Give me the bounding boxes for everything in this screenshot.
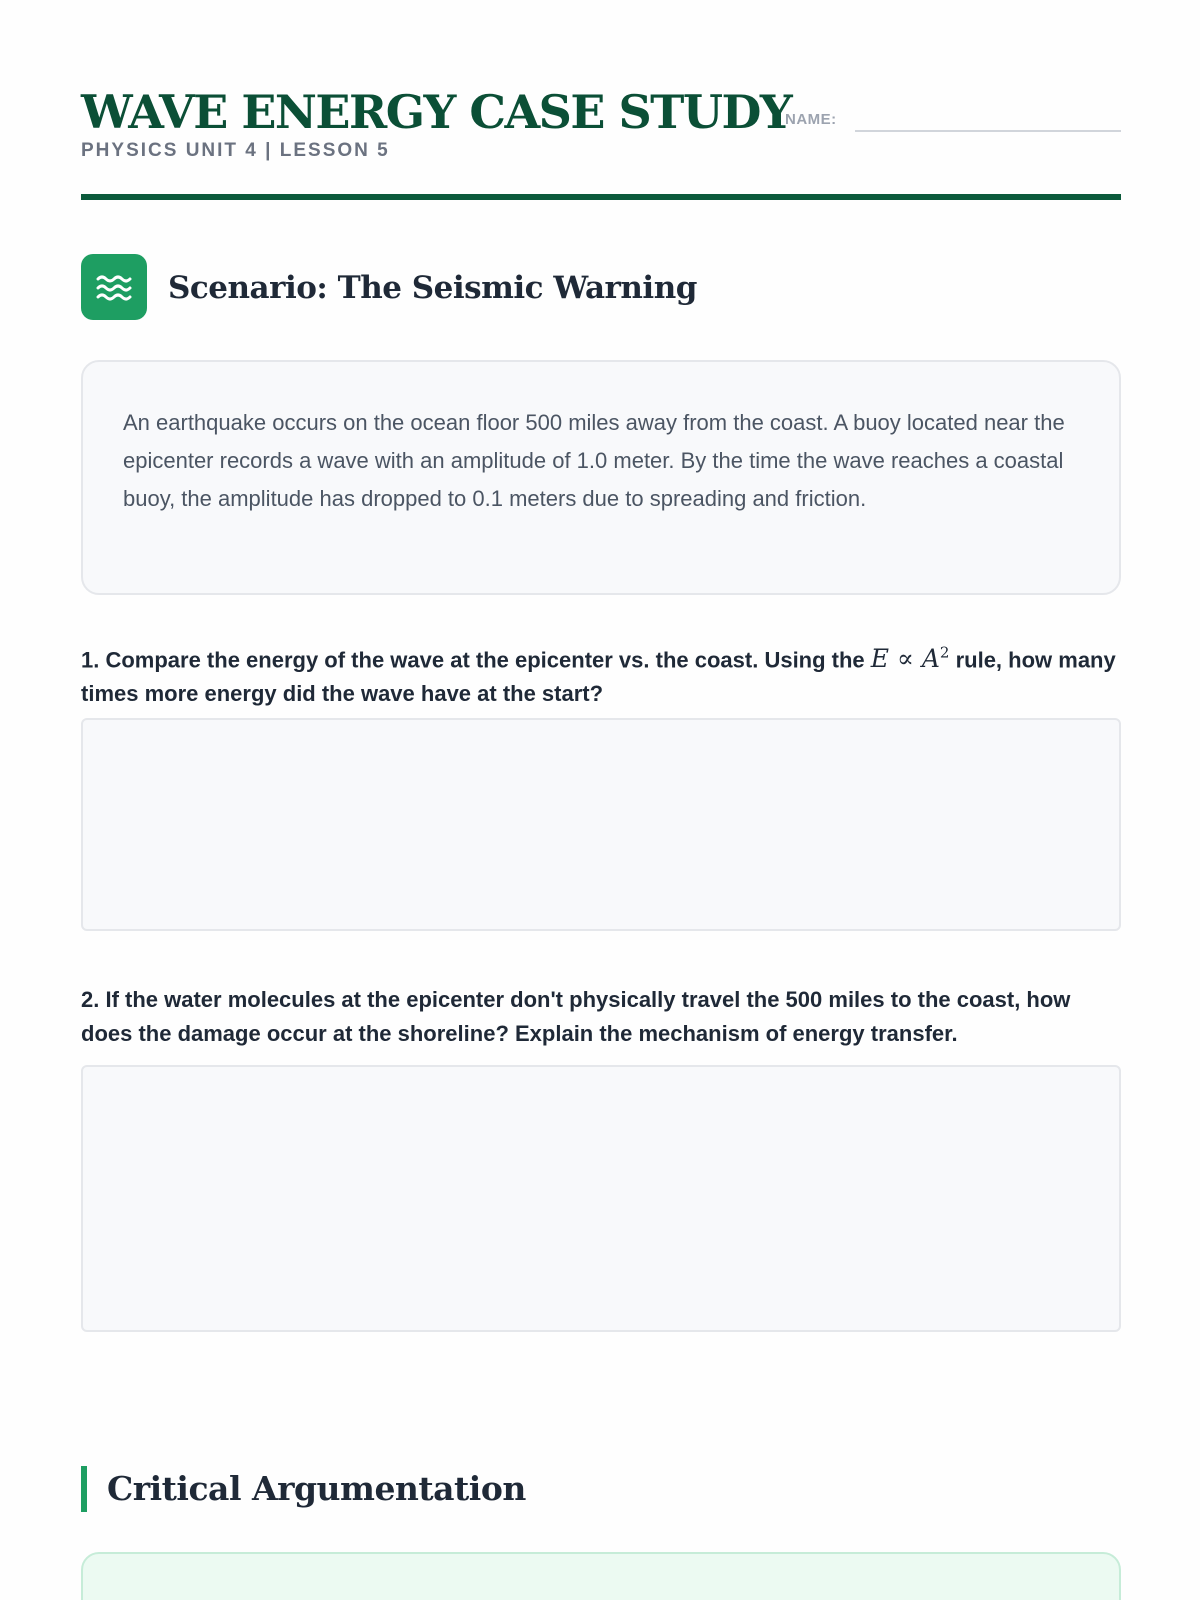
name-input-line[interactable] xyxy=(855,130,1121,132)
worksheet-header xyxy=(81,82,1121,200)
page-subtitle: PHYSICS UNIT 4 | LESSON 5 xyxy=(81,140,390,161)
formula-operator: ∝ xyxy=(896,644,914,674)
name-label: NAME: xyxy=(785,111,837,128)
scenario-title: Scenario: The Seismic Warning xyxy=(168,270,697,306)
critical-argumentation-heading xyxy=(81,1466,526,1512)
formula-lhs: E xyxy=(870,644,890,674)
worksheet-page xyxy=(81,0,1121,1600)
critical-argumentation-box xyxy=(81,1552,1121,1600)
formula-rhs: A xyxy=(921,644,940,674)
waves-icon xyxy=(81,254,147,320)
energy-formula xyxy=(871,644,950,673)
question-1-text-end: rule, how many times more energy did the wave have at the start? xyxy=(81,647,1116,707)
question-1 xyxy=(81,636,1121,711)
question-2: 2. If the water molecules at the epicenter don't physically travel the 500 miles to the coast, how does the damage occur at the shoreline? Explain the mechanism of energy transfer. xyxy=(81,987,1071,1046)
formula-exponent: 2 xyxy=(939,644,950,662)
answer-box-2[interactable] xyxy=(81,1065,1121,1332)
answer-box-1[interactable] xyxy=(81,718,1121,931)
scenario-text: An earthquake occurs on the ocean floor 500 miles away from the coast. A buoy located near the epicenter records a wave with an amplitude of 1.0 meter. By the time the wave reaches a coastal buoy, the amplitude has dropped to 0.1 meters due to spreading and friction. xyxy=(123,410,1065,511)
page-title: WAVE ENERGY CASE STUDY xyxy=(81,85,792,139)
critical-argumentation-title: Critical Argumentation xyxy=(107,1469,526,1508)
question-1-text-start: 1. Compare the energy of the wave at the epicenter vs. the coast. Using the xyxy=(81,647,871,673)
scenario-description-box xyxy=(81,360,1121,595)
